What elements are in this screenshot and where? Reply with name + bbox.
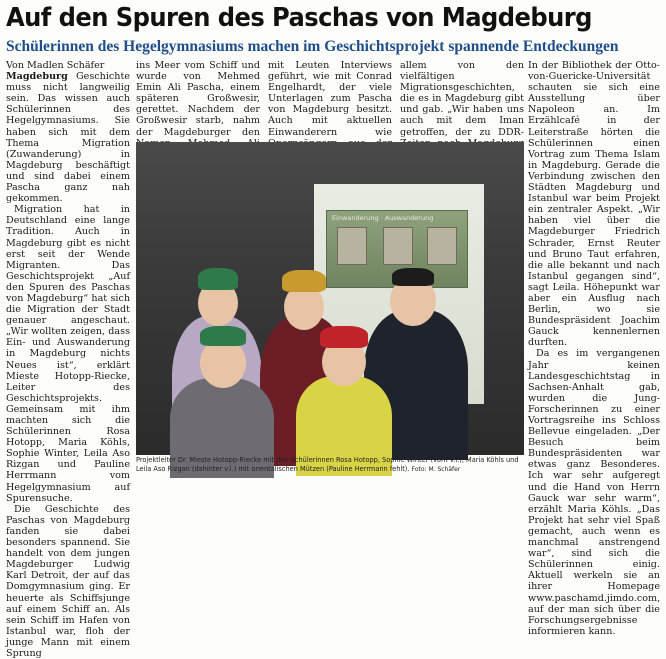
photo-credit: Foto: M. Schäfer xyxy=(411,465,461,473)
column-1-paragraph-2: Migration hat in Deutschland eine lange Tradition. Auch in Magdeburg gibt es nicht erst seit der Wende Migranten. Das Geschichtsprojekt „Auf den Spuren des Paschas von Magdeburg“ hat sich die Migration der Stadt genauer angeschaut. „Wir wollten zeigen, dass Ein- und Auswanderung in Magdeburg nichts Neues ist“, erklärt Mieste Hotopp-Riecke, Leiter des Geschichtsprojekts. Gemeinsam mit ihm machten sich die Schülerinnen Rosa Hotopp, Maria Köhls, Sophie Winter, Leila Aso Rizgan und Pauline Herrmann vom Hegelgymnasium auf Spurensuche. xyxy=(6,204,130,504)
slide-portrait xyxy=(383,227,413,265)
group-photo xyxy=(136,142,524,455)
column-4 xyxy=(400,60,524,146)
headline: Auf den Spuren des Paschas von Magdeburg xyxy=(6,3,592,33)
photo-caption xyxy=(136,456,524,475)
dateline-place: Magdeburg xyxy=(6,71,68,83)
paragraph-text: Geschichte muss nicht langweilig sein. Das wissen auch Schülerinnen des Hegelgymnasiums. Sie haben sich mit dem Thema Migration (Zuwanderung) in Magdeburg beschäftigt und sind dabei einem Pascha ganz nah gekommen. xyxy=(6,71,130,205)
column-4-paragraph-1: allem von den vielfältigen Migrationsgeschichten, die es in Magdeburg gibt und gab. „Wir haben uns auch mit dem Iman getroffen, der zu DDR- xyxy=(400,60,524,138)
byline: Von Madlen Schäfer xyxy=(6,60,105,71)
column-1 xyxy=(6,60,130,659)
column-2-paragraph-1: ins Meer vom Schiff und wurde von Mehmed Emin Ali Pascha, einem späteren Großwesir, gerettet. Nachdem der Großwesir starb, nahm der Magdeburger den xyxy=(136,60,260,138)
column-1-paragraph-1 xyxy=(6,60,130,204)
slide-portrait xyxy=(337,227,367,265)
caption-text: Projektleiter Dr. Mieste Hotopp-Riecke mit den Schülerinnen Rosa Hotopp, Sophie Winter (vorn v.l.), Maria Köhls und Leila Aso Rizgan (dahinter v.l.) mit orientalischen Mützen (Pauline Herrmann fehlt). xyxy=(136,456,519,473)
subheadline: Schülerinnen des Hegelgymnasiums machen im Geschichtsprojekt spannende Entdeckungen xyxy=(6,38,619,55)
column-1-paragraph-3: Die Geschichte des Paschas von Magdeburg fanden sie dabei besonders spannend. Sie handelt von dem jungen Magdeburger Ludwig Karl Detroit, der auf das Domgymnasium ging. Er heuerte als Schiffsjunge auf einem Schiff an. Als sein Schiff im Hafen von Istanbul war, floh der junge Mann mit einem Sprung xyxy=(6,503,130,659)
column-5-paragraph-1: In der Bibliothek der Otto-von-Guericke-Universität schauten sie sich eine Ausstellung über Napoleon an. Im Erzählcafé in der Leiterstraße hörten die Schülerinnen einen Vortrag zum Thema Islam in Magdeburg. Gerade die Verbindung zwischen den Städten Magdeburg und Istanbul war beim Projekt ein zentraler Aspekt. „Wir haben viel über die Magdeburger Friedrich Schrader, Ernst Reuter und Bruno Taut erfahren, die alle bekannt und nach Istanbul gegangen sind“, sagt Leila. Höhepunkt war aber ein Ausflug nach Berlin, wo sie Bundespräsident Joachim Gauck kennenlernen durften. xyxy=(528,60,660,349)
slide-portrait xyxy=(427,227,457,265)
column-3-paragraph-1: mit Leuten Interviews geführt, wie mit Conrad Engelhardt, der viele Unterlagen zum Pascha von Magdeburg besitzt. Auch mit aktuellen Einwanderern wie xyxy=(268,60,392,138)
column-5-paragraph-2: Da es im vergangenen Jahr keinen Landesgeschichtstag in Sachsen-Anhalt gab, wurden die Jung-Forscherinnen zu einer Vortragsreihe ins Schloss Bellevue eingeladen. „Der Besuch beim Bundespräsidenten war etwas ganz Besonderes. Ich war sehr aufgeregt und die Hand von Herrn Gauck war sehr warm“, erzählt Maria Köhls. „Das Projekt hat sehr viel Spaß gemacht, auch wenn es manchmal anstrengend war“, sind sich die Schülerinnen einig. Aktuell werkeln sie an ihrer Homepage www.paschamd.jimdo.com, auf der man sich über die Forschungsergebnisse informieren kann. xyxy=(528,348,661,637)
column-5 xyxy=(528,60,661,637)
slide-title: Einwanderung · Auswanderung xyxy=(332,214,434,222)
